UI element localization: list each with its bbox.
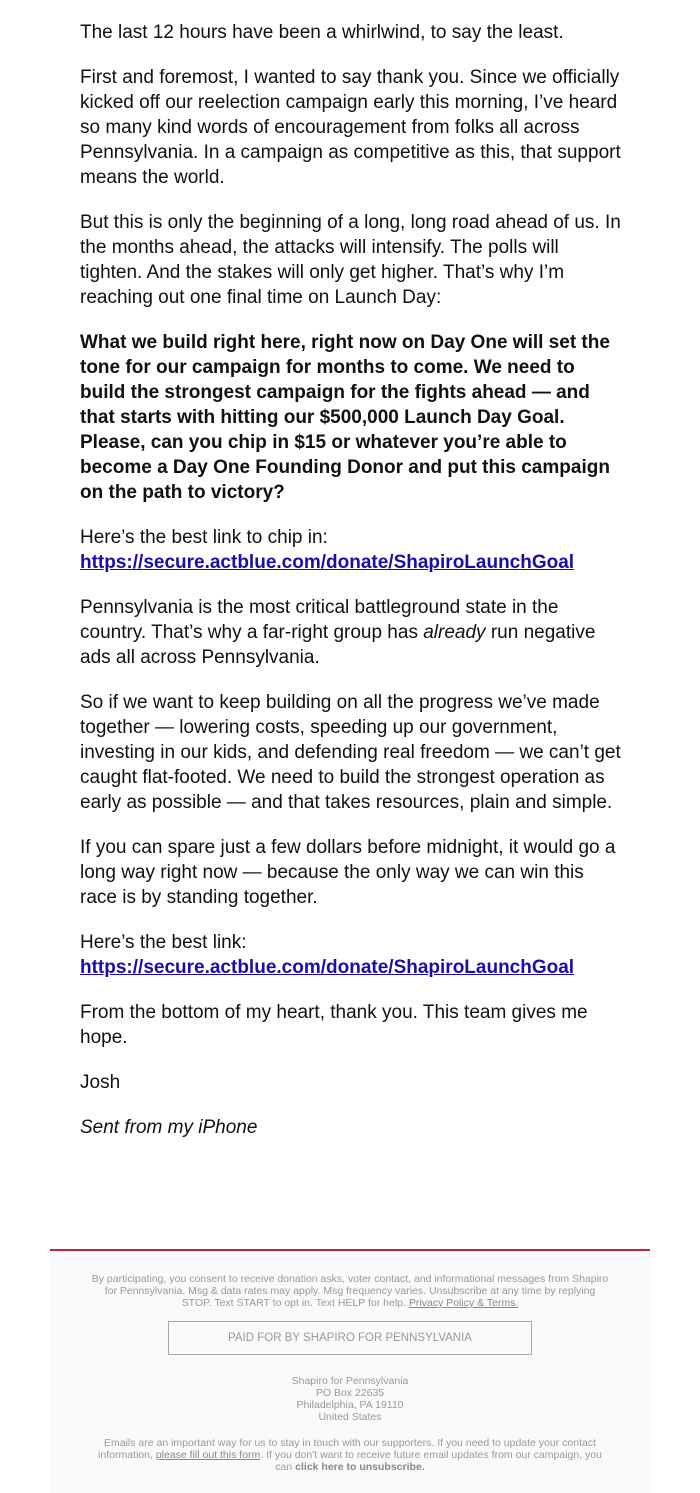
emphasis: already [423,622,486,643]
address-line: United States [318,1411,382,1423]
note-text: Emails are an important way for us to stay in touch with our supporters. If you need to update your contact information, [98,1437,596,1461]
update-form-link[interactable]: please fill out this form [155,1449,261,1461]
link-label: Here’s the best link to chip in: [80,527,328,548]
donate-link-2[interactable]: https://secure.actblue.com/donate/ShapiroLaunchGoal [80,957,575,978]
link-label: Here’s the best link: [80,932,247,953]
text: run negative ads all across Pennsylvania. [80,622,596,668]
privacy-link[interactable]: Privacy Policy & Terms. [408,1297,519,1309]
bold-appeal: What we build right here, right now on Day One will set the tone for our campaign for months to come. We need to build the strongest campaign for the fights ahead — and that starts with hitting our $500,000 Launch Day Goal. Please, can you chip in $15 or whatever you’re able to become a Day One Founding Donor and put this campaign on the path to victory? [80,332,610,503]
signature: Josh [80,1072,121,1093]
email-note [90,1437,610,1473]
paragraph: From the bottom of my heart, thank you. This team gives me hope. [80,1002,588,1048]
consent-body: By participating, you consent to receive donation asks, voter contact, and informational messages from Shapiro for Pennsylvania. Msg & data rates may apply. Msg frequency varies. Unsubscribe at any time by replying STOP. Text START to opt in. Text HELP for help. [91,1273,609,1309]
sent-from-text: Sent from my iPhone [80,1117,258,1138]
paragraph: The last 12 hours have been a whirlwind, to say the least. [80,22,564,43]
paragraph [80,930,625,980]
paragraph: So if we want to keep building on all the progress we’ve made together — lowering costs, speeding up our government, investing in our kids, and defending real freedom — we can’t get caught flat-footed. We need to build the strongest operation as early as possible — and that takes resources, plain and simple. [80,692,621,813]
text: Pennsylvania is the most critical battleground state in the country. That’s why a far-right group has [80,597,559,643]
note-text: . If you don't want to receive future email updates from our campaign, you can [260,1449,602,1473]
address-line: Shapiro for Pennsylvania [291,1375,409,1387]
footer [50,1249,650,1493]
unsubscribe-link[interactable]: click here to unsubscribe. [295,1461,425,1473]
paragraph [80,595,625,670]
paragraph: If you can spare just a few dollars before midnight, it would go a long way right now — because the only way we can win this race is by standing together. [80,837,616,908]
consent-text [90,1273,610,1309]
email-body [80,20,625,1160]
paragraph [80,525,625,575]
address [50,1375,650,1423]
address-line: Philadelphia, PA 19110 [296,1399,404,1411]
donate-link[interactable]: https://secure.actblue.com/donate/ShapiroLaunchGoal [80,552,575,573]
paragraph: But this is only the beginning of a long, long road ahead of us. In the months ahead, the attacks will intensify. The polls will tighten. And the stakes will only get higher. That’s why I’m reaching out one final time on Launch Day: [80,212,621,308]
sent-from [80,1115,625,1140]
address-line: PO Box 22635 [315,1387,385,1399]
paragraph: First and foremost, I wanted to say thank you. Since we officially kicked off our reelection campaign early this morning, I’ve heard so many kind words of encouragement from folks all across Pennsylvania. In a campaign as competitive as this, that support means the world. [80,67,621,188]
paid-for-box: PAID FOR BY SHAPIRO FOR PENNSYLVANIA [168,1321,532,1355]
